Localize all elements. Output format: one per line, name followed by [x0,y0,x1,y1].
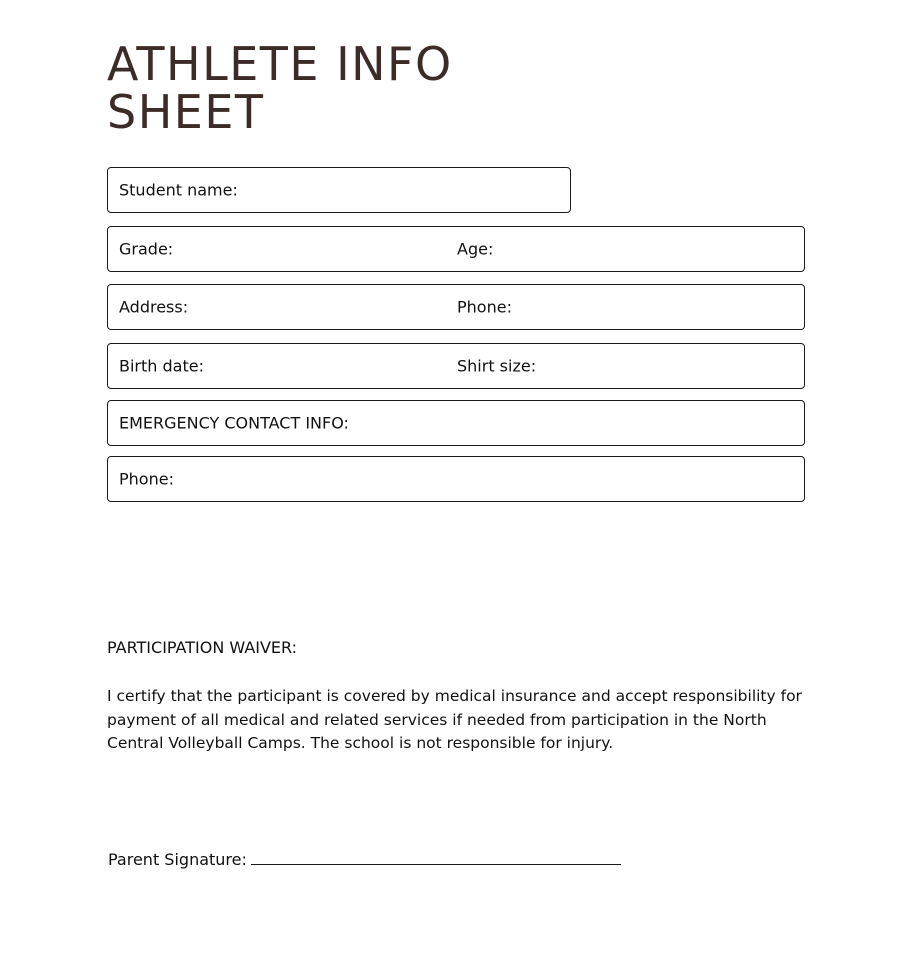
parent-signature-label: Parent Signature: [108,850,247,869]
address-phone-row [107,284,805,330]
grade-age-row [107,226,805,272]
emergency-contact-field[interactable] [107,400,805,446]
page-title-line-2: SHEET [107,85,265,139]
signature-blank-line[interactable] [251,848,621,865]
waiver-heading: PARTICIPATION WAIVER: [107,638,298,657]
emergency-phone-field[interactable] [107,456,805,502]
student-name-field[interactable] [107,167,571,213]
page-title-line-1: ATHLETE INFO [107,37,453,91]
shirt-size-label[interactable]: Shirt size: [457,356,537,376]
emergency-phone-label: Phone: [119,469,174,489]
page-title [107,37,453,139]
emergency-contact-label: EMERGENCY CONTACT INFO: [119,413,349,433]
parent-signature[interactable] [108,848,621,869]
waiver-text: I certify that the participant is covered by medical insurance and accept responsibility for payment of all medical and related services if needed from participation in the North Central Volleyball Camps. The school is not responsible for injury. [107,687,802,752]
birth-date-label[interactable]: Birth date: [119,356,204,376]
student-name-label: Student name: [119,180,238,200]
address-label[interactable]: Address: [119,297,189,317]
phone-label[interactable]: Phone: [457,297,512,317]
grade-label[interactable]: Grade: [119,239,174,259]
birthdate-shirtsize-row [107,343,805,389]
age-label[interactable]: Age: [457,239,494,259]
